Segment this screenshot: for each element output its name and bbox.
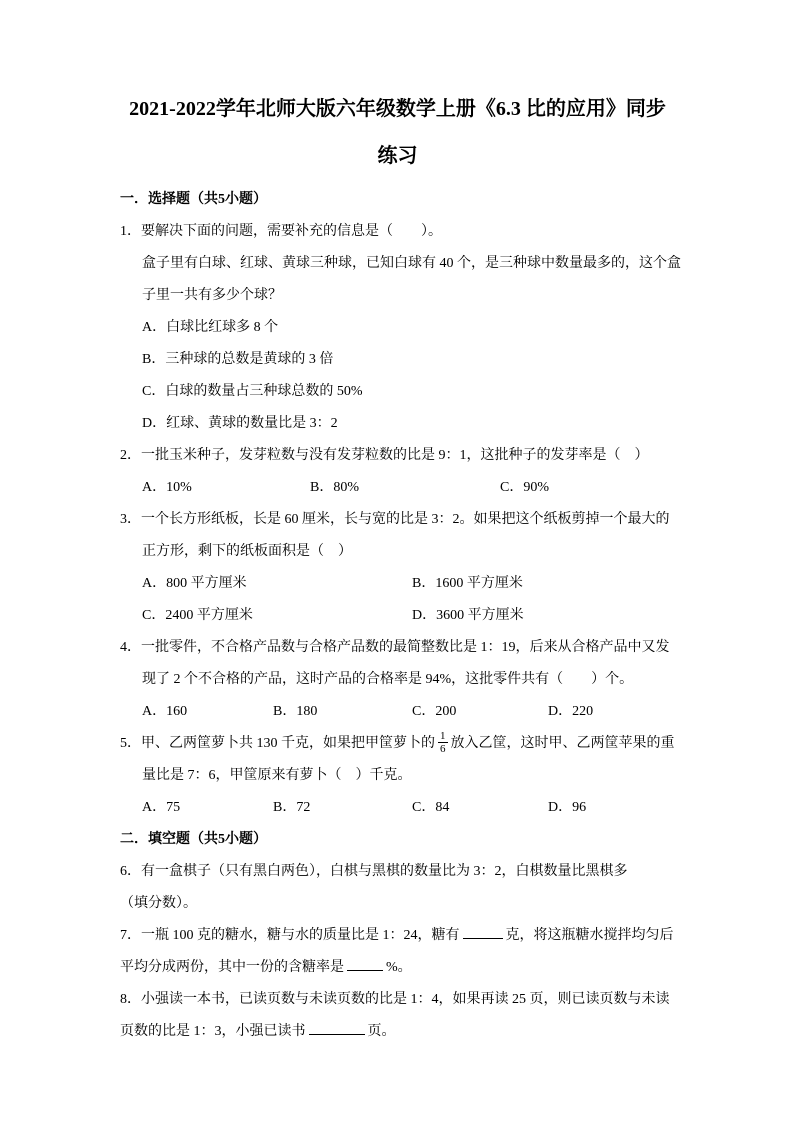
question-1-option-a: A．白球比红球多 8 个: [142, 320, 279, 335]
question-5-line-1-pre: 5．甲、乙两筐萝卜共 130 千克，如果把甲筐萝卜的: [120, 736, 435, 751]
question-7-line-2-pre: 平均分成两份，其中一份的含糖率是: [120, 960, 344, 975]
blank-sugar-percent: [347, 956, 383, 971]
question-5-line-1-post: 放入乙筐，这时甲、乙两筐苹果的重: [450, 736, 675, 751]
question-2-line-1: 2．一批玉米种子，发芽粒数与没有发芽粒数的比是 9：1，这批种子的发芽率是（ ）: [120, 448, 649, 463]
question-7: [120, 920, 675, 984]
question-7-line-1-pre: 7．一瓶 100 克的糖水，糖与水的质量比是 1：24，糖有: [120, 928, 460, 943]
doc-title: [120, 86, 675, 180]
question-2-option-c: C．90%: [500, 480, 549, 495]
question-7-line-1: [120, 920, 675, 952]
question-7-line-2: [120, 952, 675, 984]
question-1: [120, 216, 681, 440]
question-3-line-1: 3．一个长方形纸板，长是 60 厘米，长与宽的比是 3：2。如果把这个纸板剪掉一个最大的: [120, 512, 670, 527]
question-6-line-2: （填分数）。: [120, 896, 197, 911]
question-4-line-1: 4．一批零件，不合格产品数与合格产品数的最简整数比是 1：19，后来从合格产品中又发: [120, 640, 670, 655]
fraction-one-sixth: [438, 730, 448, 756]
question-3: [120, 504, 675, 632]
question-4-option-b: B．180: [273, 704, 318, 719]
question-1-option-b: B．三种球的总数是黄球的 3 倍: [142, 352, 334, 367]
question-5-options: [120, 792, 675, 824]
doc-title-line1: 2021-2022学年北师大版六年级数学上册《6.3 比的应用》同步: [129, 98, 666, 120]
question-2: [120, 440, 675, 504]
question-6: [120, 856, 675, 920]
question-1-option-c: C．白球的数量占三种球总数的 50%: [142, 384, 363, 399]
question-8-line-2-pre: 页数的比是 1：3，小强已读书: [120, 1024, 306, 1039]
question-1-option-d: D．红球、黄球的数量比是 3：2: [142, 416, 338, 431]
question-1-line-2: 盒子里有白球、红球、黄球三种球，已知白球有 40 个，是三种球中数量最多的，这个盒: [142, 256, 681, 271]
question-1-line-1: 1．要解决下面的问题，需要补充的信息是（ ）。: [120, 224, 442, 239]
section2-header: 二．填空题（共5小题）: [120, 832, 267, 847]
question-5-option-a: A．75: [142, 800, 181, 815]
question-3-options-row-2: [120, 600, 675, 632]
fraction-numerator: 1: [440, 729, 446, 742]
question-1-line-3: 子里一共有多少个球？: [142, 288, 282, 303]
question-4-option-d: D．220: [548, 704, 594, 719]
blank-sugar-grams: [463, 924, 503, 939]
question-3-option-d: D．3600 平方厘米: [412, 608, 524, 623]
question-4: [120, 632, 675, 728]
question-4-option-a: A．160: [142, 704, 188, 719]
question-3-line-2: 正方形，剩下的纸板面积是（ ）: [142, 544, 352, 559]
question-2-option-a: A．10%: [142, 480, 192, 495]
question-8-line-1: 8．小强读一本书，已读页数与未读页数的比是 1：4，如果再读 25 页，则已读页数与未读: [120, 992, 670, 1007]
question-5-option-d: D．96: [548, 800, 587, 815]
question-4-line-2: 现了 2 个不合格的产品，这时产品的合格率是 94%，这批零件共有（ ）个。: [142, 672, 634, 687]
question-3-options-row-1: [120, 568, 675, 600]
question-3-option-c: C．2400 平方厘米: [142, 608, 253, 623]
section1-header: 一．选择题（共5小题）: [120, 192, 267, 207]
question-5-option-c: C．84: [412, 800, 450, 815]
question-2-option-b: B．80%: [310, 480, 359, 495]
question-5-option-b: B．72: [273, 800, 311, 815]
doc-title-line2: 练习: [377, 145, 418, 167]
question-6-line-1: 6．有一盒棋子（只有黑白两色），白棋与黑棋的数量比为 3：2，白棋数量比黑棋多: [120, 864, 628, 879]
question-3-option-b: B．1600 平方厘米: [412, 576, 523, 591]
blank-pages-read: [309, 1020, 365, 1035]
question-7-line-2-post: %。: [386, 960, 412, 975]
question-2-options: [120, 472, 675, 504]
question-5: [120, 728, 675, 824]
question-5-line-1: [120, 728, 675, 760]
question-4-option-c: C．200: [412, 704, 457, 719]
question-8-line-2: [120, 1016, 675, 1048]
question-4-options: [120, 696, 675, 728]
question-7-line-1-post: 克，将这瓶糖水搅拌均匀后: [505, 928, 674, 943]
fraction-denominator: 6: [440, 743, 446, 756]
question-8: [120, 984, 675, 1048]
question-5-line-2: 量比是 7：6，甲筐原来有萝卜（ ）千克。: [142, 768, 412, 783]
question-3-option-a: A．800 平方厘米: [142, 576, 247, 591]
question-8-line-2-post: 页。: [367, 1024, 396, 1039]
